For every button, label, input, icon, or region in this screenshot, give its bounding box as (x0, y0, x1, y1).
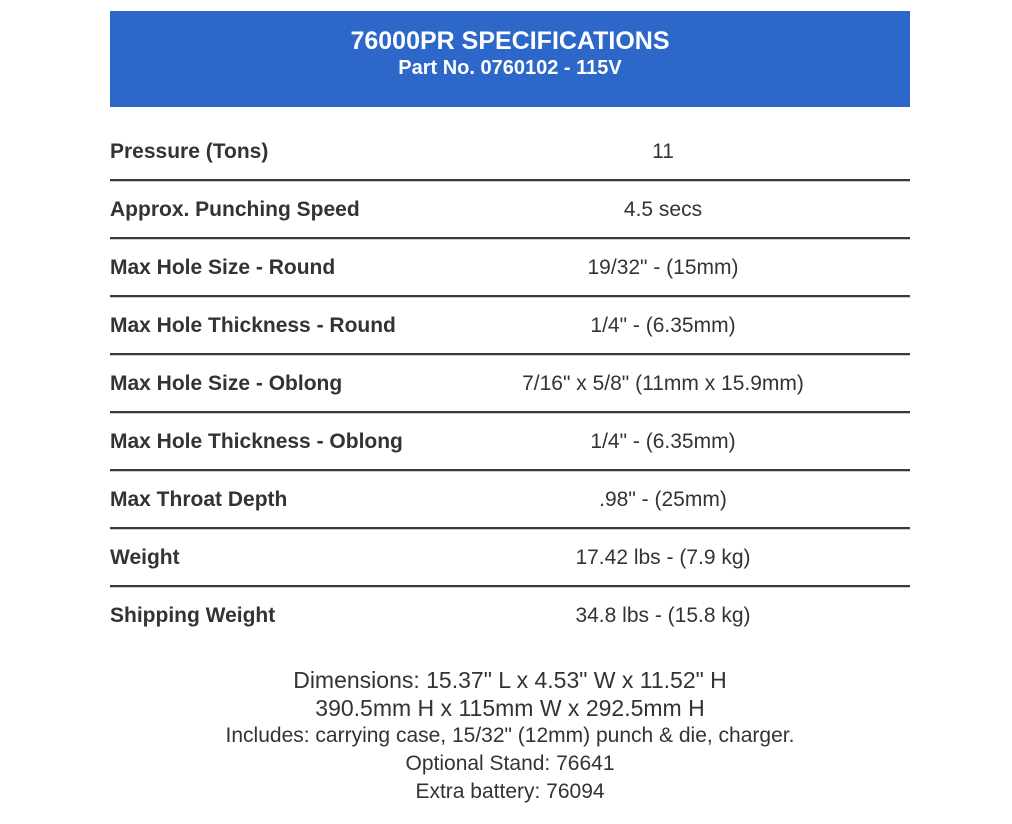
spec-row-hole-size-round (110, 240, 910, 298)
spec-label: Shipping Weight (110, 604, 276, 627)
spec-value: 1/4" - (6.35mm) (590, 314, 736, 337)
spec-value: 17.42 lbs - (7.9 kg) (575, 546, 751, 569)
spec-row-throat-depth (110, 472, 910, 530)
extra-battery: Extra battery: 76094 (415, 780, 605, 803)
spec-title: 76000PR SPECIFICATIONS (350, 27, 670, 55)
dimensions-imperial: Dimensions: 15.37" L x 4.53" W x 11.52" H (293, 667, 727, 693)
dimensions-metric: 390.5mm H x 115mm W x 292.5mm H (315, 695, 705, 721)
spec-label: Max Throat Depth (110, 488, 288, 511)
spec-label: Max Hole Size - Oblong (110, 372, 343, 395)
spec-value: 19/32" - (15mm) (587, 256, 739, 279)
spec-table (110, 124, 910, 646)
spec-label: Weight (110, 546, 180, 569)
spec-label: Max Hole Thickness - Oblong (110, 430, 403, 453)
spec-value: .98" - (25mm) (599, 488, 727, 511)
optional-stand: Optional Stand: 76641 (405, 752, 615, 775)
includes-text: Includes: carrying case, 15/32" (12mm) punch & die, charger. (225, 724, 795, 747)
spec-row-shipping-weight (110, 588, 910, 646)
spec-value: 11 (652, 140, 674, 163)
spec-row-weight (110, 530, 910, 588)
spec-row-hole-thickness-oblong (110, 414, 910, 472)
spec-row-hole-thickness-round (110, 298, 910, 356)
spec-value: 7/16" x 5/8" (11mm x 15.9mm) (522, 372, 804, 395)
spec-label: Max Hole Thickness - Round (110, 314, 396, 337)
spec-label: Approx. Punching Speed (110, 198, 360, 221)
spec-value: 34.8 lbs - (15.8 kg) (575, 604, 751, 627)
spec-row-pressure (110, 124, 910, 182)
spec-value: 1/4" - (6.35mm) (590, 430, 736, 453)
spec-row-hole-size-oblong (110, 356, 910, 414)
part-number: Part No. 0760102 - 115V (398, 57, 622, 79)
spec-value: 4.5 secs (623, 198, 703, 221)
spec-row-punching-speed (110, 182, 910, 240)
spec-label: Pressure (Tons) (110, 140, 269, 163)
spec-header (110, 11, 910, 107)
spec-label: Max Hole Size - Round (110, 256, 336, 279)
spec-footer (110, 666, 910, 806)
